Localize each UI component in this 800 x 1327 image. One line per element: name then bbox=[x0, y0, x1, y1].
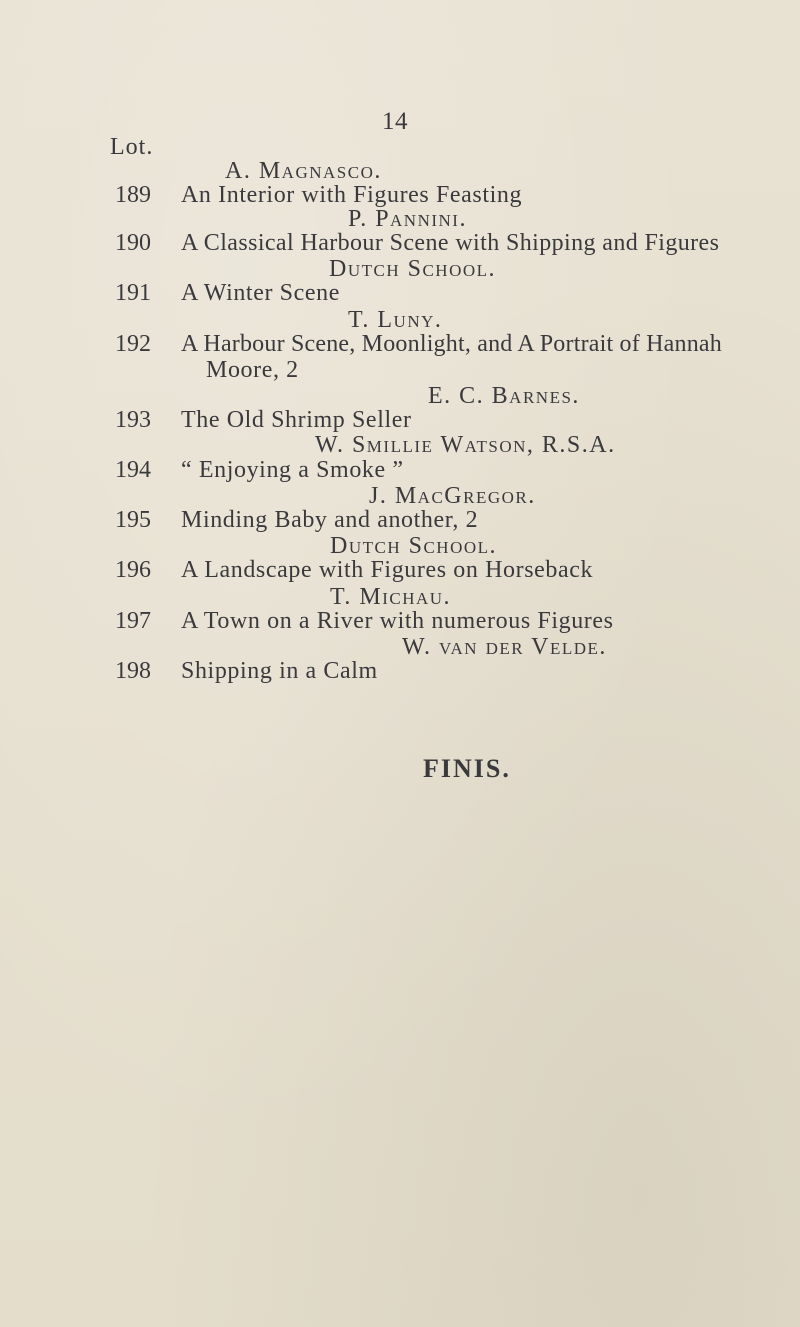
artist-name: Dutch School. bbox=[330, 533, 498, 559]
page-number: 14 bbox=[382, 108, 408, 135]
lot-number: 197 bbox=[115, 608, 151, 634]
lot-title: A Town on a River with numerous Figures bbox=[181, 608, 614, 634]
lot-number: 196 bbox=[115, 557, 151, 583]
artist-name: E. C. Barnes. bbox=[428, 383, 580, 409]
lot-number: 198 bbox=[115, 658, 151, 684]
artist-name: T. Luny. bbox=[348, 307, 443, 333]
lot-title: A Classical Harbour Scene with Shipping and Figures bbox=[181, 230, 720, 256]
closing-text: FINIS. bbox=[423, 754, 511, 783]
artist-name: Dutch School. bbox=[329, 256, 497, 282]
artist-name: P. Pannini. bbox=[348, 206, 467, 232]
artist-name: J. MacGregor. bbox=[369, 483, 536, 509]
lot-column-header: Lot. bbox=[110, 134, 154, 160]
lot-title: Shipping in a Calm bbox=[181, 658, 378, 684]
lot-number: 190 bbox=[115, 230, 151, 256]
lot-number: 189 bbox=[115, 182, 151, 208]
lot-title: The Old Shrimp Seller bbox=[181, 407, 412, 433]
lot-number: 191 bbox=[115, 280, 151, 306]
lot-title: A Harbour Scene, Moonlight, and A Portrait of Hannah bbox=[181, 331, 722, 357]
lot-title: A Landscape with Figures on Horseback bbox=[181, 557, 594, 583]
artist-name: W. van der Velde. bbox=[402, 634, 607, 660]
lot-title: An Interior with Figures Feasting bbox=[181, 182, 523, 208]
lot-title-continuation: Moore, 2 bbox=[206, 357, 299, 383]
artist-name: T. Michau. bbox=[330, 584, 452, 610]
lot-number: 195 bbox=[115, 507, 151, 533]
lot-title: “ Enjoying a Smoke ” bbox=[181, 457, 404, 483]
lot-number: 192 bbox=[115, 331, 151, 357]
lot-title: Minding Baby and another, 2 bbox=[181, 507, 479, 533]
artist-name: A. Magnasco. bbox=[225, 158, 382, 184]
lot-title: A Winter Scene bbox=[181, 280, 340, 306]
lot-number: 194 bbox=[115, 457, 151, 483]
lot-number: 193 bbox=[115, 407, 151, 433]
artist-name: W. Smillie Watson, R.S.A. bbox=[315, 432, 616, 458]
